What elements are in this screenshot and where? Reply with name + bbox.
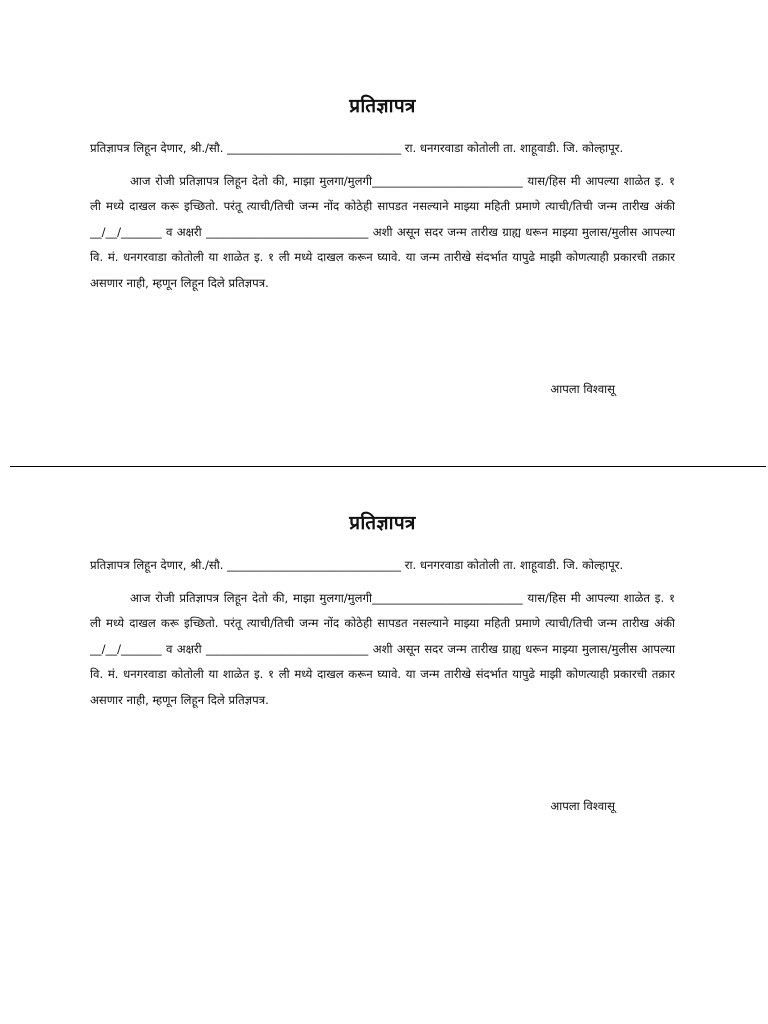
cut-line-divider: [10, 466, 766, 467]
form-title: प्रतिज्ञापत्र: [349, 512, 416, 534]
affidavit-form-bottom: [90, 509, 675, 813]
affidavit-form-top: [90, 92, 675, 396]
signature-line: आपला विश्वासू: [550, 382, 615, 396]
declarant-paragraph: प्रतिज्ञापत्र लिहून देणार, श्री./सौ. ______________________________ रा. धनगरवाडा कोतोली ता. शाहूवाडी. जि. कोल्हापूर.: [90, 558, 624, 572]
signature-line: आपला विश्वासू: [550, 799, 615, 813]
declaration-paragraph: आज रोजी प्रतिज्ञापत्र लिहून देतो की, माझा मुलगा/मुलगी__________________________ यास/हिस मी आपल्या शाळेत इ. १ ली मध्ये दाखल करू इच्छितो. परंतू त्याची/तिची जन्म नोंद कोठेही सापडत नसल्याने माझ्या महिती प्रमाणे त्याची/तिची जन्म तारीख अंकी __/__/_______ व अक्षरी ____________________________ अशी असून सदर जन्म तारीख ग्राह्य धरून माझ्या मुलास/मुलीस आपल्या वि. मं. धनगरवाडा कोतोली या शाळेत इ. १ ली मध्ये दाखल करून घ्यावे. या जन्म तारीखे संदर्भात यापुढे माझी कोणत्याही प्रकारची तक्रार असणार नाही, म्हणून लिहून दिले प्रतिज्ञपत्र.: [90, 173, 675, 290]
declaration-paragraph: आज रोजी प्रतिज्ञापत्र लिहून देतो की, माझा मुलगा/मुलगी__________________________ यास/हिस मी आपल्या शाळेत इ. १ ली मध्ये दाखल करू इच्छितो. परंतू त्याची/तिची जन्म नोंद कोठेही सापडत नसल्याने माझ्या महिती प्रमाणे त्याची/तिची जन्म तारीख अंकी __/__/_______ व अक्षरी ____________________________ अशी असून सदर जन्म तारीख ग्राह्य धरून माझ्या मुलास/मुलीस आपल्या वि. मं. धनगरवाडा कोतोली या शाळेत इ. १ ली मध्ये दाखल करून घ्यावे. या जन्म तारीखे संदर्भात यापुढे माझी कोणत्याही प्रकारची तक्रार असणार नाही, म्हणून लिहून दिले प्रतिज्ञपत्र.: [90, 590, 675, 707]
declarant-paragraph: प्रतिज्ञापत्र लिहून देणार, श्री./सौ. ______________________________ रा. धनगरवाडा कोतोली ता. शाहूवाडी. जि. कोल्हापूर.: [90, 141, 624, 155]
form-title: प्रतिज्ञापत्र: [349, 95, 416, 117]
